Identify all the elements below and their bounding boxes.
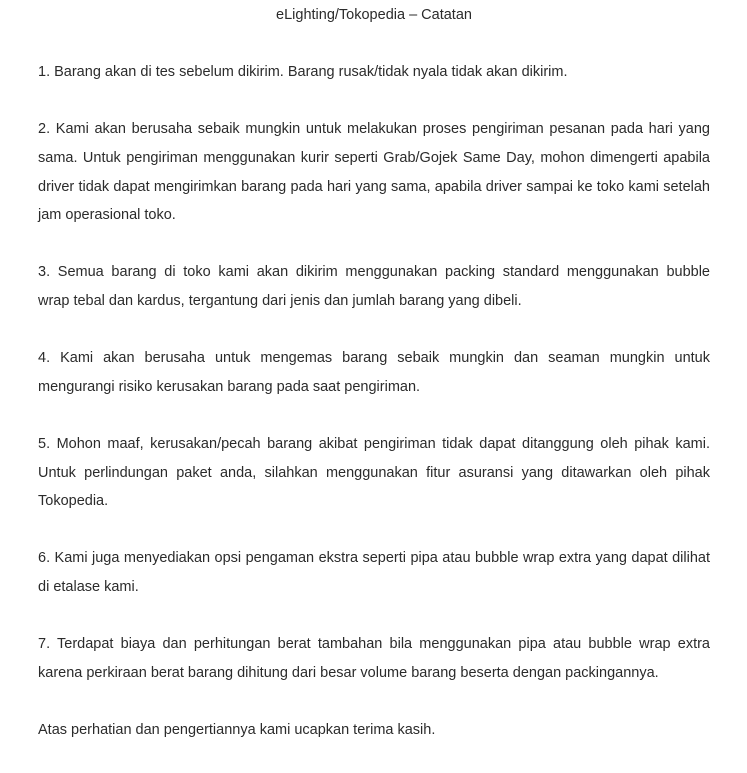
document-body xyxy=(38,58,710,744)
paragraph-5 xyxy=(38,430,710,516)
paragraph-line: Tokopedia. xyxy=(38,493,109,510)
paragraph-line: 6. Kami juga menyediakan opsi pengaman ekstra seperti pipa atau bubble wrap extra yang dapat dilihat xyxy=(38,550,710,567)
paragraph-8 xyxy=(38,716,710,745)
paragraph-line: 4. Kami akan berusaha untuk mengemas barang sebaik mungkin dan seaman mungkin untuk xyxy=(38,350,710,367)
paragraph-line: 2. Kami akan berusaha sebaik mungkin untuk melakukan proses pengiriman pesanan pada hari yang xyxy=(38,121,710,138)
paragraph-7 xyxy=(38,630,710,687)
paragraph-line: driver tidak dapat mengirimkan barang pada hari yang sama, apabila driver sampai ke toko kami setelah xyxy=(38,178,710,195)
paragraph-line: sama. Untuk pengiriman menggunakan kurir seperti Grab/Gojek Same Day, mohon dimengerti apabila xyxy=(38,149,710,166)
paragraph-line: 1. Barang akan di tes sebelum dikirim. Barang rusak/tidak nyala tidak akan dikirim. xyxy=(38,64,568,81)
document-title: eLighting/Tokopedia – Catatan xyxy=(276,7,472,23)
paragraph-line: 7. Terdapat biaya dan perhitungan berat tambahan bila menggunakan pipa atau bubble wrap extra xyxy=(38,636,710,653)
paragraph-1 xyxy=(38,58,710,87)
paragraph-line: wrap tebal dan kardus, tergantung dari jenis dan jumlah barang yang dibeli. xyxy=(38,292,522,309)
paragraph-line: di etalase kami. xyxy=(38,578,139,595)
paragraph-6 xyxy=(38,544,710,601)
paragraph-line: jam operasional toko. xyxy=(38,207,176,224)
paragraph-line: 3. Semua barang di toko kami akan dikirim menggunakan packing standard menggunakan bubble xyxy=(38,264,710,281)
paragraph-line: 5. Mohon maaf, kerusakan/pecah barang akibat pengiriman tidak dapat ditanggung oleh pihak kami. xyxy=(38,435,710,452)
paragraph-3 xyxy=(38,258,710,315)
paragraph-2 xyxy=(38,115,710,229)
paragraph-line: Atas perhatian dan pengertiannya kami ucapkan terima kasih. xyxy=(38,721,436,738)
paragraph-line: Untuk perlindungan paket anda, silahkan menggunakan fitur asuransi yang ditawarkan oleh pihak xyxy=(38,464,710,481)
document xyxy=(38,1,710,773)
paragraph-4 xyxy=(38,344,710,401)
paragraph-line: mengurangi risiko kerusakan barang pada saat pengiriman. xyxy=(38,378,421,395)
paragraph-line: karena perkiraan berat barang dihitung dari besar volume barang beserta dengan packingannya. xyxy=(38,664,659,681)
